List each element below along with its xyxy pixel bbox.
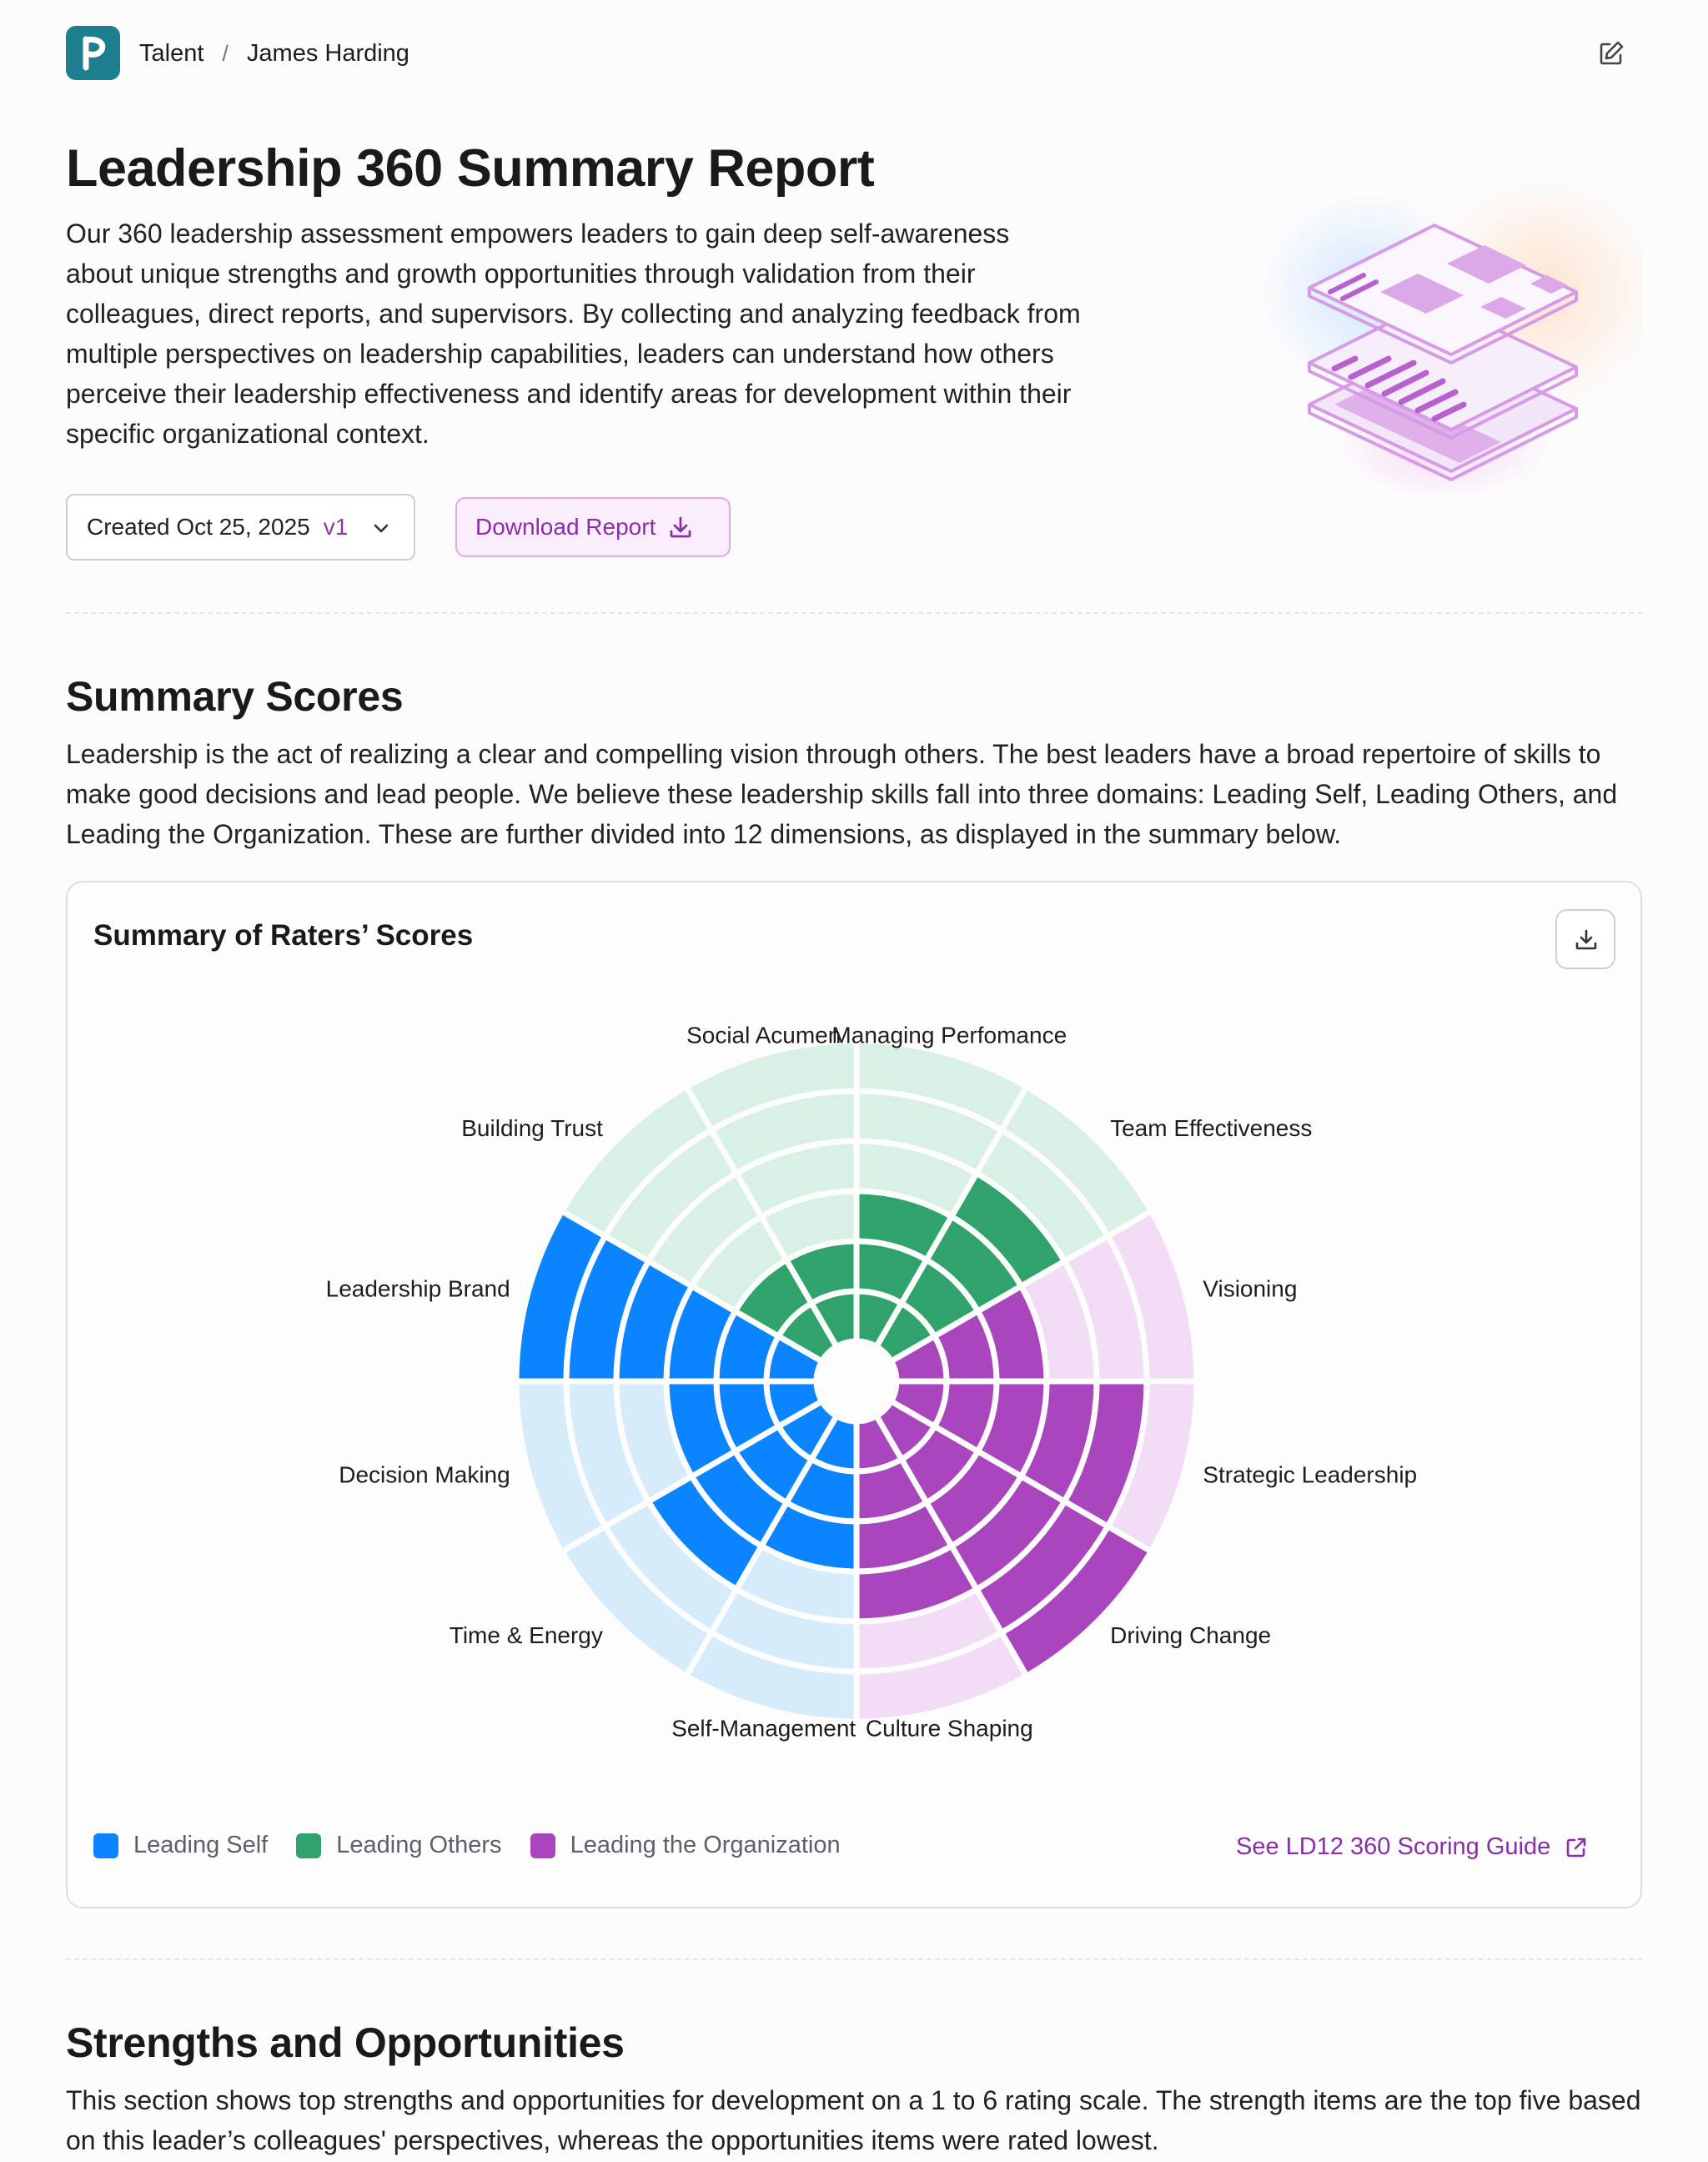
breadcrumb: [139, 37, 409, 70]
edit-button[interactable]: [1595, 37, 1628, 70]
section-divider: [66, 612, 1642, 614]
dimension-label: Driving Change: [1110, 1622, 1272, 1649]
strengths-description: This section shows top strengths and opportunities for development on a 1 to 6 rating scale. The strength items are the top five based on this leader’s colleagues' perspectives, whereas the opportunities items were rated lowest.: [66, 2085, 1641, 2155]
report-intro: Our 360 leadership assessment empowers leaders to gain deep self-awareness about unique strengths and growth opportunities through validation from their colleagues, direct reports, and supervisors. By collecting and analyzing feedback from multiple perspectives on leadership capabilities, leaders can understand how others perceive their leadership effectiveness and identify areas for development within their specific organizational context.: [66, 219, 1081, 449]
summary-description: Leadership is the act of realizing a clear and compelling vision through others. The best leaders have a broad repertoire of skills to make good decisions and lead people. We believe these leadership skills fall into three domains: Leading Self, Leading Others, and Leading the Organization. These are further divided into 12 dimensions, as displayed in the summary below.: [66, 739, 1618, 849]
app-logo[interactable]: [66, 26, 120, 80]
legend-swatch: [296, 1833, 321, 1858]
report-illustration: [1243, 184, 1643, 509]
legend-label: Leading the Organization: [570, 1832, 841, 1858]
download-report-button[interactable]: [455, 497, 731, 557]
summary-heading: Summary Scores: [66, 673, 404, 720]
top-bar: [0, 0, 1708, 107]
version-select[interactable]: [66, 494, 415, 561]
dimension-label: Decision Making: [339, 1461, 510, 1488]
legend-item-leading-others: [296, 1832, 501, 1859]
legend-label: Leading Others: [336, 1832, 502, 1858]
dimension-label: Leadership Brand: [325, 1275, 510, 1302]
page-title: Leadership 360 Summary Report: [66, 139, 875, 198]
section-divider: [66, 1958, 1642, 1960]
chart-download-button[interactable]: [1555, 909, 1615, 969]
scoring-guide-label: See LD12 360 Scoring Guide: [1236, 1833, 1551, 1860]
breadcrumb-separator: /: [222, 40, 229, 66]
polar-chart: [68, 882, 1644, 1910]
dimension-label: Building Trust: [461, 1114, 603, 1141]
download-icon: [667, 514, 694, 540]
strengths-heading: Strengths and Opportunities: [66, 2019, 625, 2066]
version-badge: v1: [323, 514, 349, 540]
card-title: Summary of Raters’ Scores: [93, 919, 474, 952]
legend-label: Leading Self: [133, 1832, 269, 1858]
chevron-down-icon: [370, 517, 392, 539]
download-report-label: Download Report: [475, 514, 656, 540]
legend-item-leading-self: [93, 1832, 268, 1859]
breadcrumb-current: James Harding: [246, 39, 409, 67]
dimension-label: Culture Shaping: [865, 1715, 1033, 1742]
dimension-label: Managing Perfomance: [831, 1022, 1068, 1048]
dimension-label: Team Effectiveness: [1110, 1114, 1313, 1141]
logo-mark-icon: [66, 26, 120, 80]
dimension-label: Time & Energy: [449, 1622, 603, 1649]
raters-scores-card: [66, 881, 1642, 1908]
legend-swatch: [93, 1833, 118, 1858]
external-link-icon: [1564, 1835, 1589, 1860]
dimension-label: Social Acumen: [686, 1022, 841, 1048]
created-date: Created Oct 25, 2025: [87, 514, 310, 540]
breadcrumb-talent[interactable]: Talent: [139, 39, 204, 67]
legend-item-leading-org: [530, 1832, 841, 1859]
scoring-guide-link[interactable]: [1236, 1833, 1589, 1861]
edit-icon: [1595, 37, 1628, 70]
dimension-label: Strategic Leadership: [1203, 1461, 1418, 1488]
download-icon: [1574, 928, 1599, 953]
chart-legend: [93, 1832, 869, 1859]
dimension-label: Self-Management: [671, 1715, 857, 1742]
legend-swatch: [530, 1833, 555, 1858]
dimension-label: Visioning: [1203, 1275, 1298, 1302]
